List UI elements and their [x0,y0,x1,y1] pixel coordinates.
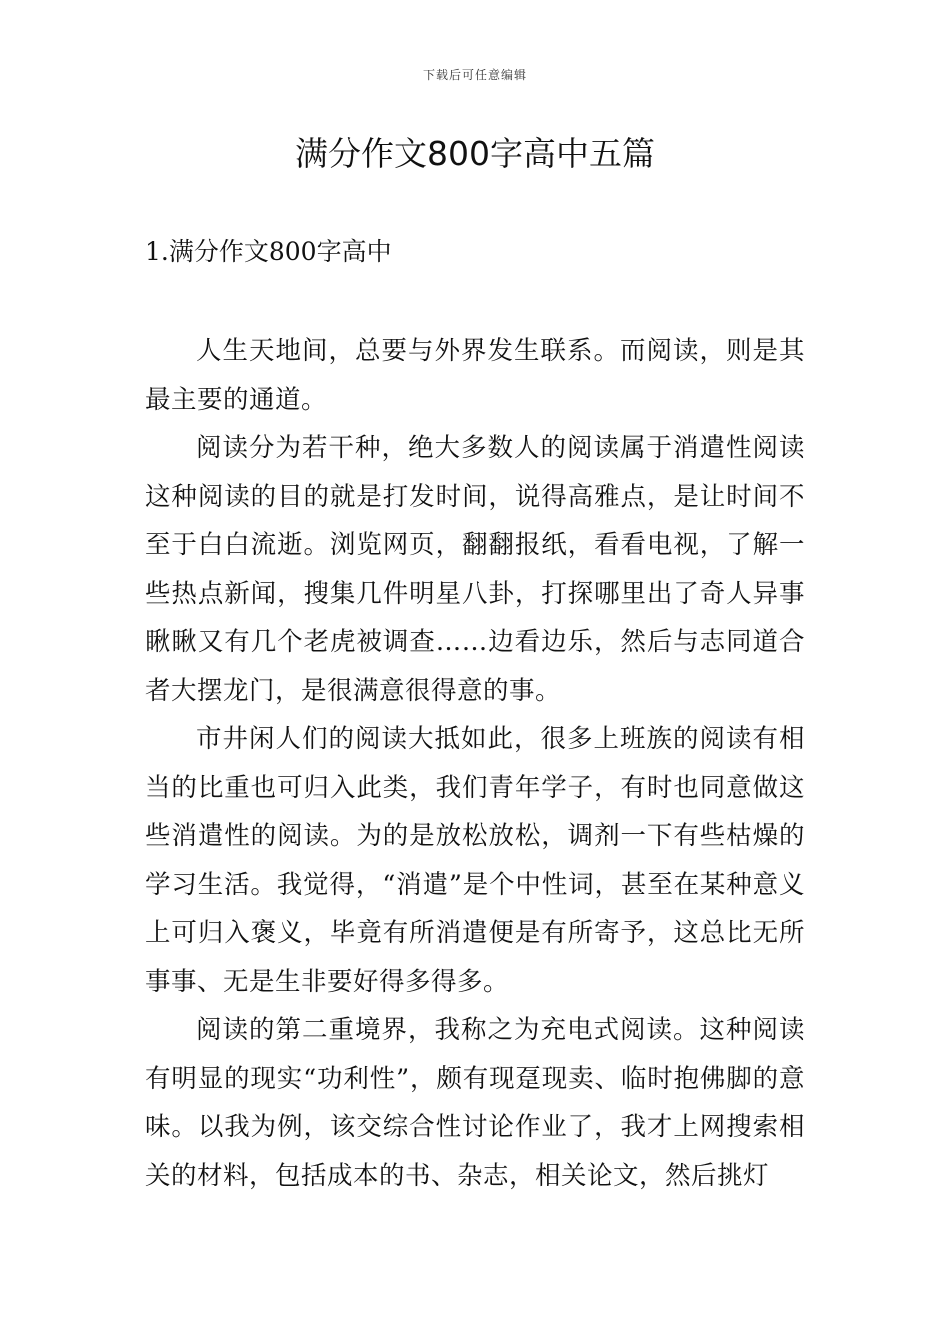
paragraph-3: 市井闲人们的阅读大抵如此，很多上班族的阅读有相当的比重也可归入此类，我们青年学子，有时也同意做这些消遣性的阅读。为的是放松放松，调剂一下有些枯燥的学习生活。我觉得，“消遣”是个中性词，甚至在某种意义上可归入褒义，毕竟有所消遣便是有所寄予，这总比无所事事、无是生非要好得多得多。 [145,724,805,997]
paragraph-2: 阅读分为若干种，绝大多数人的阅读属于消遣性阅读这种阅读的目的就是打发时间，说得高雅点，是让时间不至于白白流逝。浏览网页，翻翻报纸，看看电视，了解一些热点新闻，搜集几件明星八卦，打探哪里出了奇人异事瞅瞅又有几个老虎被调查……边看边乐，然后与志同道合者大摆龙门，是很满意很得意的事。 [145,433,805,706]
article-body [145,327,805,1200]
section-heading: 1.满分作文800字高中 [145,237,392,266]
paragraph-1: 人生天地间，总要与外界发生联系。而阅读，则是其最主要的通道。 [145,336,805,415]
page-header-note: 下载后可任意编辑 [422,68,527,82]
paragraph-4: 阅读的第二重境界，我称之为充电式阅读。这种阅读有明显的现实“功利性”，颇有现趸现卖、临时抱佛脚的意味。以我为例，该交综合性讨论作业了，我才上网搜索相关的材料，包括成本的书、杂志，相关论文，然后挑灯 [145,1015,805,1191]
document-title: 满分作文800字高中五篇 [295,134,655,173]
